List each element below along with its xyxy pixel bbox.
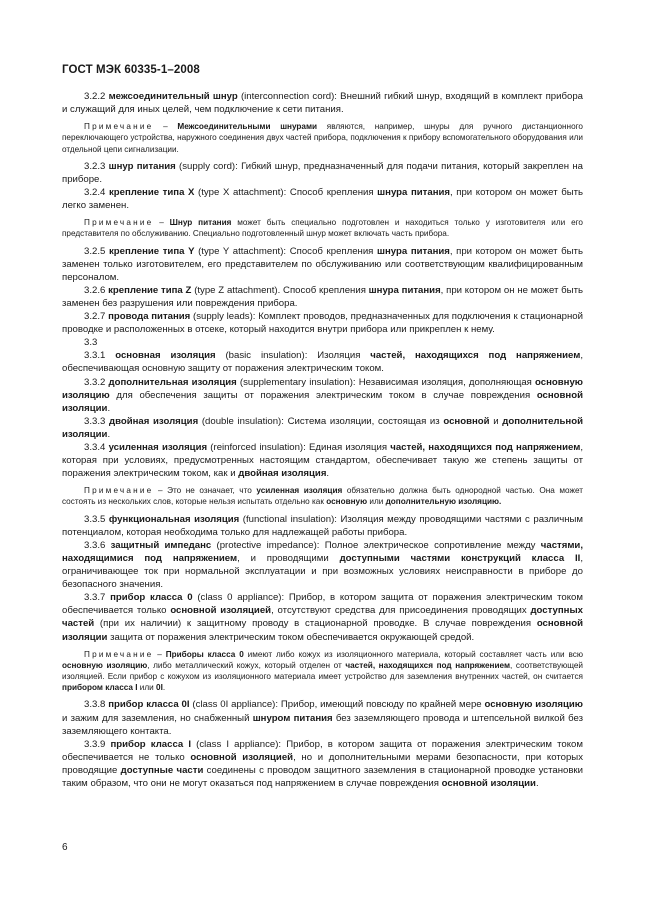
term-bold: 0I [156, 683, 163, 693]
term-bold: межсоединительный шнур [108, 91, 238, 102]
text-run: обязательно должна быть однородной частью. Она может состоять из нескольких слов, которые нельзя испытать отдельно как [62, 486, 583, 507]
paragraph [62, 160, 583, 186]
term-bold: частей, находящихся под напряжением [345, 660, 511, 670]
term-bold: основной изоляцией [190, 751, 294, 763]
text-run: , отсутствуют средства для присоединения проводящих [271, 605, 531, 617]
term-bold: крепление типа Z [108, 284, 192, 296]
text-run: (type X attachment): Способ крепления [194, 186, 378, 198]
text-run: 3.3.8 [84, 699, 109, 711]
text-run: и зажим для заземления, но снабженный [62, 712, 253, 724]
term-bold: шнура питания [377, 186, 450, 198]
text-run: (supplementary insulation): Независимая изоляция, дополняющая [236, 376, 536, 388]
text-run: 3.2.5 [84, 245, 109, 257]
term-bold: основной изоляции [62, 618, 583, 643]
paragraph [62, 336, 583, 349]
paragraph [62, 539, 583, 591]
note-paragraph [62, 217, 583, 239]
paragraph [62, 310, 583, 336]
text-run: , при котором он не может быть заменен без разрушения или повреждения прибора. [62, 284, 583, 309]
text-run: , и проводящими [237, 552, 340, 564]
text-run: имеют либо кожух из изоляционного материала, который составляет часть или всю [243, 649, 583, 659]
text-run: 3.3.7 [84, 592, 111, 604]
term-bold: дополнительная изоляция [108, 376, 237, 388]
text-run: (double insulation): Система изоляции, состоящая из [198, 415, 444, 427]
term-bold: Приборы класса 0 [165, 649, 244, 659]
term-bold: двойная изоляция [109, 415, 199, 427]
text-run: (basic insulation): Изоляция [215, 350, 371, 362]
term-bold: провода питания [108, 311, 191, 323]
term-bold: усиленная изоляция [108, 441, 208, 453]
term-bold: основной изоляцией [170, 605, 272, 617]
note-label: Примечание [84, 122, 154, 132]
term-bold: основную изоляцию [62, 376, 583, 401]
text-run: (class I appliance): Прибор, в котором защита от поражения электрическим током обеспечивается не только [62, 738, 583, 763]
term-bold: основную изоляцию [484, 699, 583, 711]
text-run: . [326, 468, 330, 480]
text-run: являются, например, шнуры для ручного дистанционного переключающего устройства, наружного соединения двух частей прибора, подключения к прибору вспомогательного оборудования или отдельной цепи сигнализации. [62, 122, 583, 154]
paragraph [62, 186, 583, 212]
text-run: 3.3.3 [84, 415, 110, 427]
paragraph [62, 284, 583, 310]
text-run: , при котором он может быть легко заменен. [62, 186, 583, 212]
term-bold: шнура питания [377, 245, 450, 257]
note-label: Примечание [84, 486, 154, 496]
note-paragraph [62, 649, 583, 694]
text-run: – Это не означает, что [153, 486, 257, 496]
text-run: , которая при условиях, предусмотренных настоящим стандартом, обеспечивает такую же степень защиты от поражения электрическим током, как и [62, 441, 583, 480]
document-body [62, 90, 583, 790]
text-run: для обеспечения защиты от поражения электрическим током в случае повреждения [109, 389, 537, 401]
note-label: Примечание [84, 649, 154, 659]
text-run: (supply cord): Гибкий шнур, предназначенный для подачи питания, который закреплен на приборе. [62, 160, 583, 185]
text-run: , ограничивающее ток при нормальной эксплуатации и при возможных условиях неисправности в приборе до безопасного значения. [62, 552, 583, 591]
term-bold: доступными частями конструкций класса II [339, 552, 581, 564]
text-run: может быть специально подготовлен и находиться только у изготовителя или его представителя по обслуживанию. Специально подготовленный шнур может включать часть прибора. [62, 218, 583, 239]
text-run: 3.3.4 [84, 441, 109, 453]
text-run: (type Y attachment): Способ крепления [194, 245, 378, 257]
page-number: 6 [62, 842, 68, 853]
term-bold: основную [326, 497, 368, 507]
text-run: . [162, 683, 166, 693]
text-run: (class 0 appliance): Прибор, в котором защита от поражения электрическим током обеспечивается только [62, 592, 583, 617]
text-run: (class 0I appliance): Прибор, имеющий повсюду по крайней мере [189, 699, 485, 711]
paragraph [62, 591, 583, 643]
text-run: (protective impedance): Полное электрическое сопротивление между [211, 539, 541, 551]
term-bold: основной изоляции [62, 389, 583, 414]
text-run: . [535, 777, 539, 789]
term-bold: основная изоляция [115, 350, 216, 362]
note-paragraph [62, 121, 583, 155]
paragraph [62, 245, 583, 284]
term-bold: доступные части [120, 764, 204, 776]
term-bold: частей, находящихся под напряжением [370, 350, 581, 362]
note-label: Примечание [84, 218, 154, 228]
term-bold: основной изоляции [441, 777, 536, 789]
term-bold: двойная изоляция [238, 468, 327, 480]
term-bold: прибор класса I [110, 738, 192, 750]
paragraph [62, 513, 583, 539]
text-run: 3.2.4 [84, 186, 109, 198]
text-run: (functional insulation): Изоляция между проводящими частями с различным потенциалом, которая необходима только для надлежащей работы прибора. [62, 513, 583, 538]
text-run: 3.3.2 [84, 376, 109, 388]
term-bold: основной [443, 415, 490, 427]
text-run: – [153, 122, 178, 132]
text-run: (type Z attachment). Способ крепления [191, 284, 369, 296]
text-run: 3.3.5 [84, 513, 109, 525]
note-paragraph [62, 485, 583, 507]
text-run: , либо металлический кожух, который отделен от [147, 660, 346, 670]
paragraph [62, 415, 583, 441]
paragraph [62, 90, 583, 116]
term-bold: прибор класса 0 [110, 592, 193, 604]
text-run: , но и дополнительными мерами безопасности, при которых проводящие [62, 751, 583, 776]
term-bold: дополнительную изоляцию. [385, 497, 502, 507]
paragraph [62, 376, 583, 415]
text-run: (при их наличии) к защитному проводу в стационарной проводке. В случае повреждения [94, 618, 537, 630]
text-run: 3.2.6 [84, 284, 109, 296]
text-run: или [137, 683, 157, 693]
term-bold: шнура питания [368, 284, 441, 296]
text-run: (reinforced insulation): Единая изоляция [207, 441, 391, 453]
text-run: , при котором он может быть заменен только изготовителем, его представителем по обслуживанию или соответствующим квалифицированным персоналом. [62, 245, 583, 283]
text-run: защита от поражения электрическим током обеспечивается окружающей средой. [107, 631, 475, 643]
term-bold: частей, находящихся под напряжением [390, 441, 581, 453]
term-bold: усиленная изоляция [256, 486, 343, 496]
text-run: 3.3.1 [84, 350, 116, 362]
text-run: , обеспечивающая основную защиту от поражения электрическим током. [62, 350, 583, 375]
term-bold: доступных частей [62, 605, 583, 630]
text-run: 3.2.7 [84, 311, 109, 323]
term-bold: прибором класса I [62, 683, 138, 693]
term-bold: прибор класса 0I [108, 699, 190, 711]
text-run: 3.3.6 [84, 539, 111, 551]
text-run: , соответствующей изоляцией. Если прибор с кожухом из изоляционного материала имеет устройство для заземления внутренних частей, он считается [62, 660, 583, 682]
text-run: 3.2.3 [84, 160, 109, 172]
term-bold: основную изоляцию [62, 660, 148, 670]
term-bold: Межсоединительными шнурами [177, 122, 318, 132]
term-bold: крепление типа Y [108, 245, 195, 257]
text-run: 3.3 [84, 337, 98, 349]
text-run: соединены с проводом защитного заземления в стационарной проводке установки таким образом, что они не могут оказаться под напряжением в случае повреждения [62, 764, 583, 789]
term-bold: дополнительной изоляции [62, 415, 583, 440]
text-run: (supply leads): Комплект проводов, предназначенных для подключения к стационарной проводке и расположенных в отсеке, который находится внутри прибора или прикреплен к нему. [62, 311, 583, 336]
term-bold: крепление типа X [108, 186, 195, 198]
term-bold: шнуром питания [252, 712, 333, 724]
text-run: . [107, 428, 111, 440]
document-header: ГОСТ МЭК 60335-1–2008 [62, 64, 200, 76]
term-bold: защитный импеданс [110, 539, 212, 551]
text-run: . [107, 402, 111, 414]
text-run: и [489, 415, 503, 427]
text-run: 3.2.2 [84, 91, 109, 102]
term-bold: частями, находящимися под напряжением [62, 539, 583, 564]
paragraph [62, 441, 583, 480]
term-bold: Шнур питания [169, 218, 232, 228]
text-run: – [153, 218, 170, 228]
paragraph [62, 738, 583, 790]
term-bold: функциональная изоляция [108, 513, 240, 525]
term-bold: шнур питания [108, 160, 176, 172]
paragraph [62, 349, 583, 375]
text-run: (interconnection cord): Внешний гибкий шнур, входящий в комплект прибора и служащий для иных целей, чем подключение к сети питания. [62, 91, 583, 116]
text-run: 3.3.9 [84, 738, 111, 750]
paragraph [62, 698, 583, 737]
text-run: – [153, 649, 166, 659]
text-run: без заземляющего провода и штепсельной вилкой без заземляющего контакта. [62, 712, 583, 737]
text-run: или [367, 497, 386, 507]
